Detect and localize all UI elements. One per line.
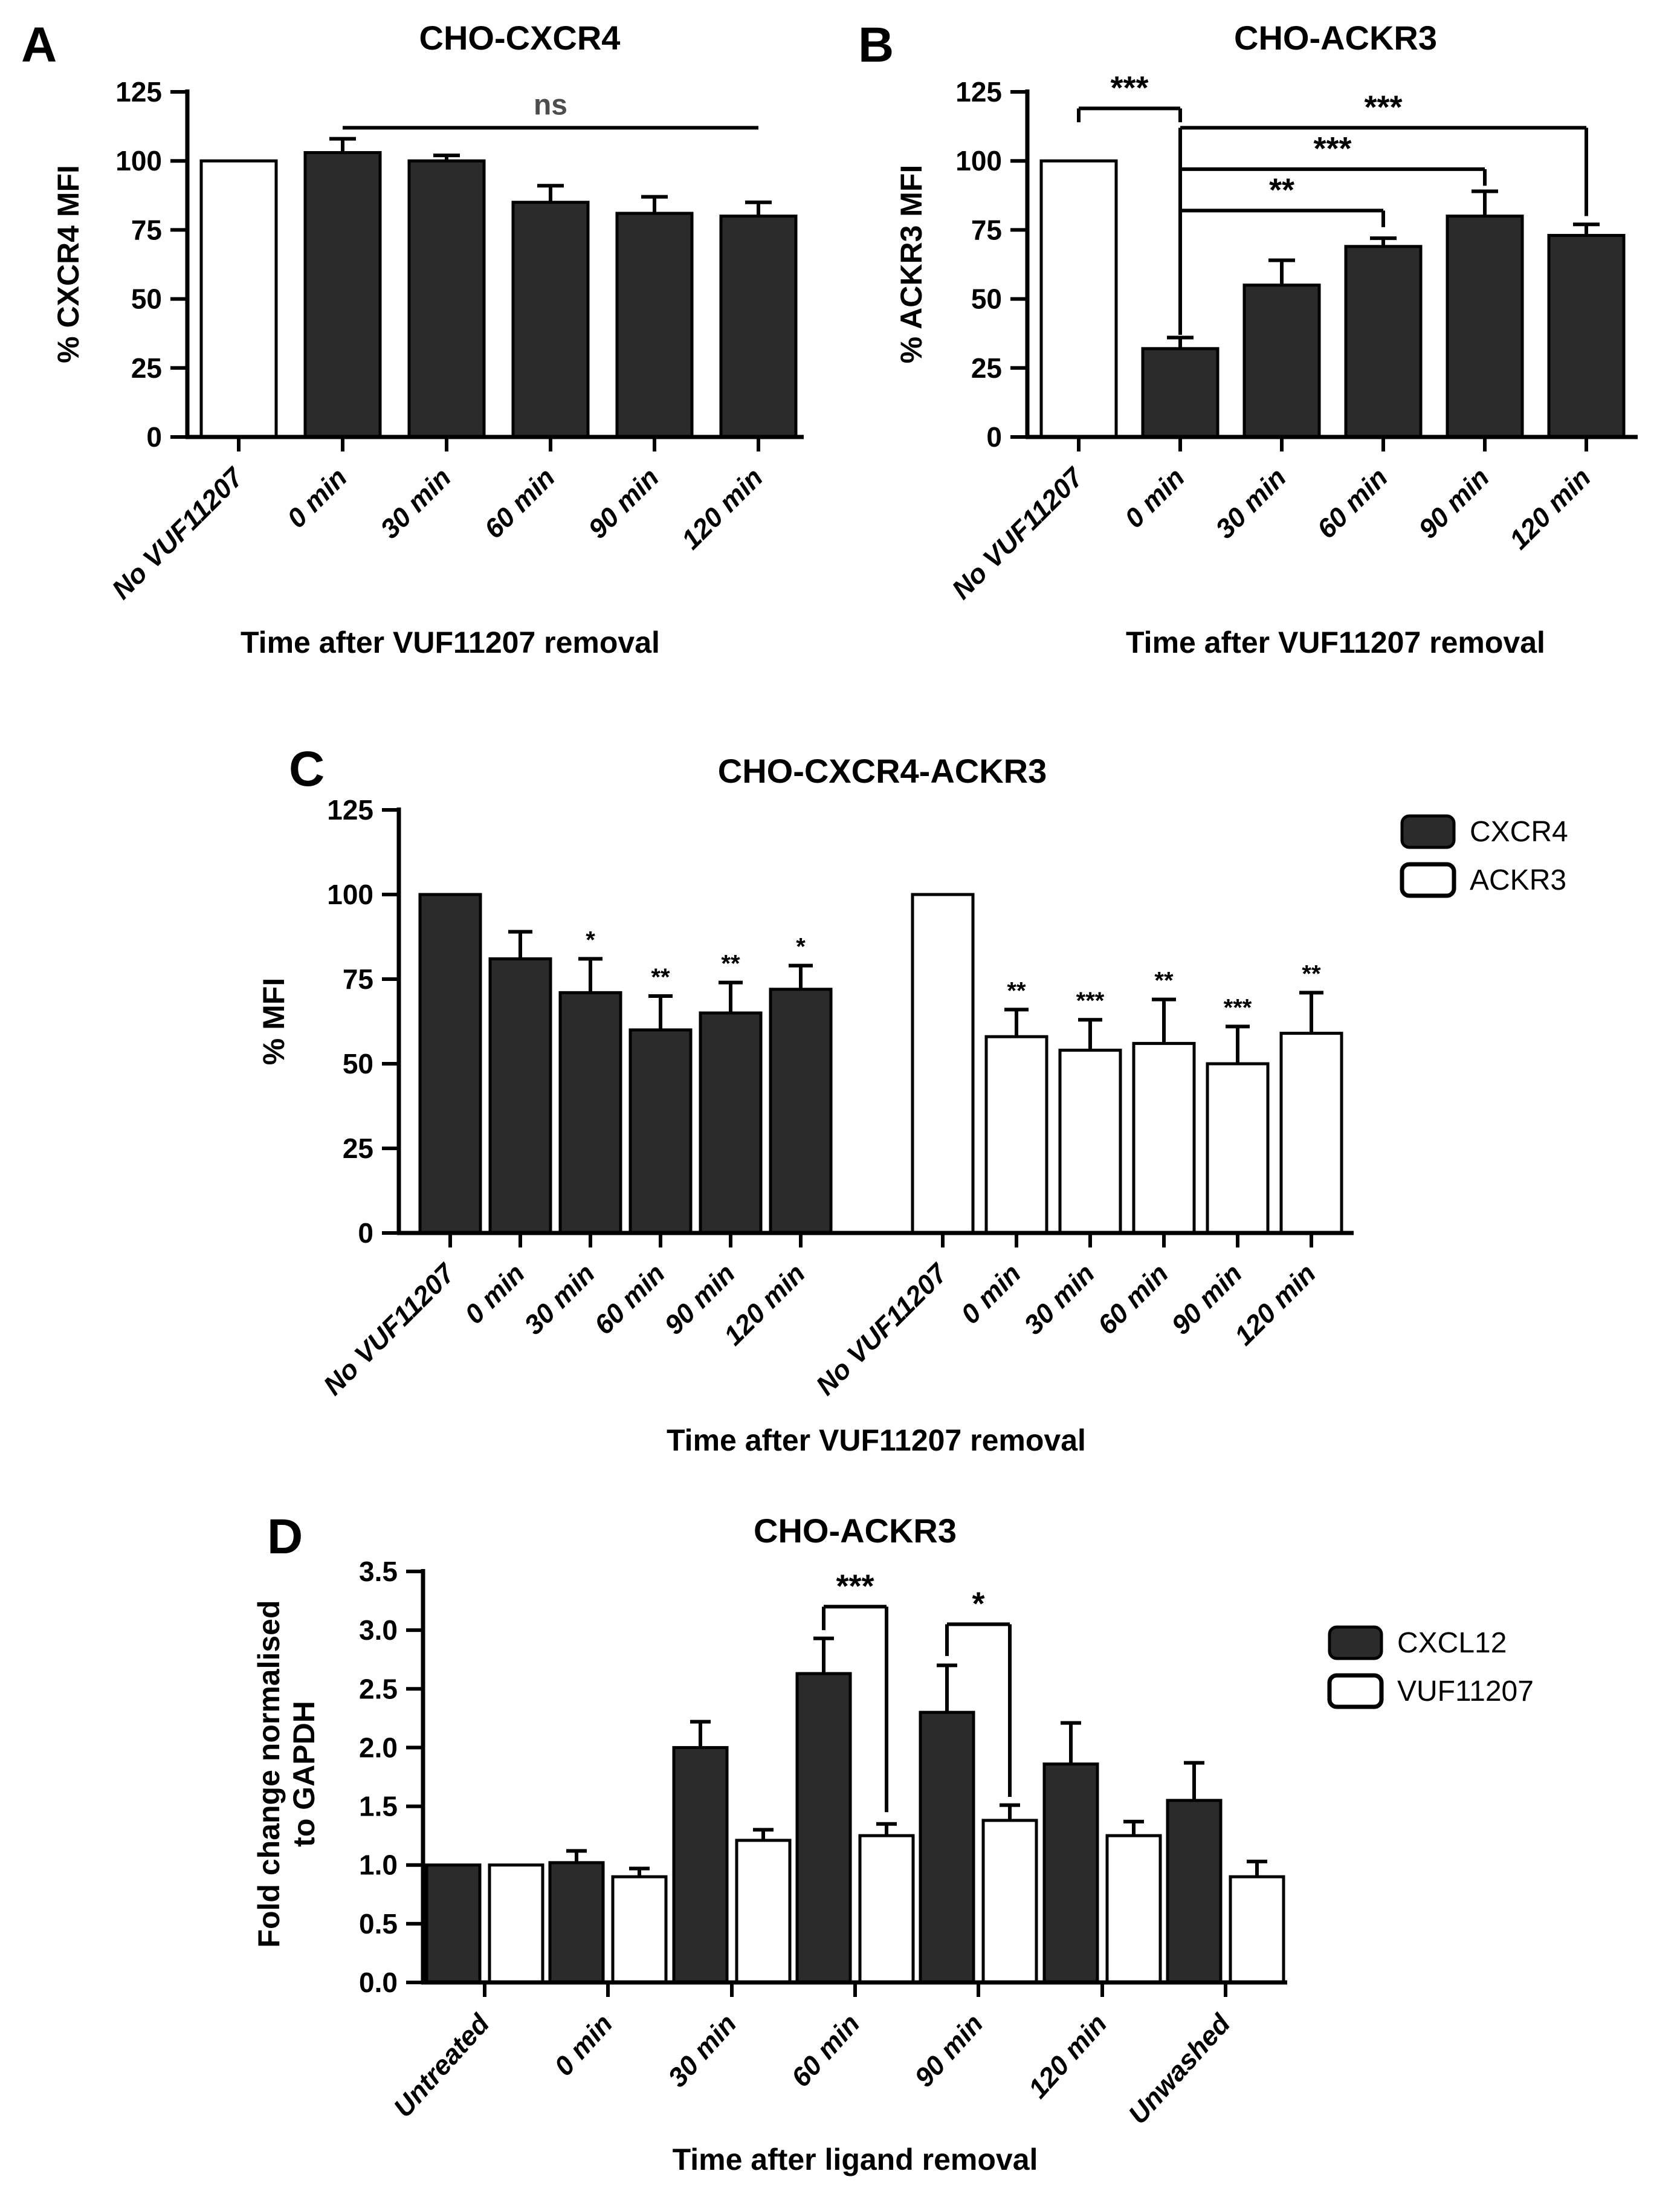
y-tick-label: 75 <box>131 214 162 246</box>
ns-annotation: ns <box>533 89 568 121</box>
panel-a-y-axis-label: % CXCR4 MFI <box>51 165 85 363</box>
category-label: 30 min <box>518 1258 601 1341</box>
panel-d-legend <box>1329 1627 1534 1707</box>
category-label: 60 min <box>785 2008 866 2093</box>
category-label: 120 min <box>1503 462 1597 555</box>
y-tick-label: 0.5 <box>359 1907 398 1940</box>
bar <box>560 992 621 1233</box>
category-label: No VUF11207 <box>105 462 250 606</box>
charts-render-root <box>106 70 1638 2130</box>
legend-cxcl12-swatch <box>1329 1627 1381 1658</box>
category-label: 0 min <box>954 1258 1027 1330</box>
y-tick-label: 1.5 <box>359 1790 398 1822</box>
bar <box>1281 1034 1342 1233</box>
bar <box>1044 1764 1097 1982</box>
significance-star: ** <box>1302 960 1321 988</box>
bar <box>721 216 796 437</box>
bar <box>986 1037 1047 1233</box>
category-label: 90 min <box>658 1258 741 1341</box>
panel-c-title: CHO-CXCR4-ACKR3 <box>717 752 1047 790</box>
category-label: 120 min <box>717 1258 812 1351</box>
y-tick-label: 50 <box>342 1048 373 1079</box>
category-label: 0 min <box>1118 462 1191 534</box>
panel-b-x-axis-label: Time after VUF11207 removal <box>1126 626 1545 659</box>
significance-star: *** <box>836 1568 874 1605</box>
significance-star: ** <box>651 964 670 991</box>
bar <box>630 1030 691 1233</box>
category-label: 30 min <box>374 462 457 545</box>
y-tick-label: 50 <box>131 283 162 315</box>
panel-b-letter: B <box>858 18 894 73</box>
category-label: 60 min <box>1091 1258 1175 1341</box>
bar <box>1107 1836 1160 1982</box>
y-tick-label: 0.0 <box>359 1967 398 1998</box>
y-tick-label: 0 <box>986 421 1002 453</box>
legend-ackr3-label: ACKR3 <box>1470 864 1567 896</box>
category-label: 120 min <box>1228 1258 1322 1351</box>
significance-star: * <box>586 927 595 954</box>
bar <box>797 1674 850 1982</box>
category-label: Unwashed <box>1122 2008 1236 2130</box>
panel-d-x-axis-label: Time after ligand removal <box>672 2143 1038 2176</box>
y-tick-label: 100 <box>327 879 373 910</box>
bar <box>1244 285 1319 437</box>
panel-d-plot <box>359 1556 1287 2130</box>
significance-star: ** <box>1007 977 1026 1005</box>
y-tick-label: 125 <box>115 76 162 108</box>
bar <box>305 152 380 437</box>
y-tick-label: 3.0 <box>359 1614 398 1646</box>
y-tick-label: 125 <box>955 76 1002 108</box>
panel-c-y-axis-label: % MFI <box>257 977 291 1066</box>
bar <box>201 161 276 437</box>
panel-c-letter: C <box>289 742 325 797</box>
category-label: Untreated <box>387 2008 496 2123</box>
y-tick-label: 3.5 <box>359 1556 398 1587</box>
panel-d-y-axis-label-line1: Fold change normalised <box>252 1600 286 1948</box>
bar <box>409 161 484 437</box>
bar <box>513 202 588 437</box>
legend-vuf11207-swatch <box>1329 1675 1381 1707</box>
category-label: 60 min <box>588 1258 671 1341</box>
panel-b-y-axis-label: % ACKR3 MFI <box>894 164 928 364</box>
significance-star: * <box>796 933 806 960</box>
y-tick-label: 25 <box>971 352 1002 384</box>
significance-star: ** <box>1268 172 1295 209</box>
category-label: 90 min <box>1165 1258 1249 1341</box>
bar <box>737 1840 790 1982</box>
category-label: 30 min <box>1209 462 1293 545</box>
bar <box>420 895 480 1233</box>
y-tick-label: 100 <box>955 145 1002 177</box>
significance-star: ** <box>1154 967 1174 994</box>
significance-star: *** <box>1364 89 1403 126</box>
significance-star: *** <box>1313 130 1352 167</box>
bar <box>1168 1801 1221 1982</box>
legend-ackr3-swatch <box>1402 864 1454 896</box>
bar <box>1060 1050 1120 1233</box>
bar <box>1207 1064 1268 1233</box>
y-tick-label: 100 <box>115 145 162 177</box>
panel-c-legend <box>1402 816 1568 896</box>
bar <box>550 1863 603 1982</box>
bar <box>1346 247 1421 437</box>
category-label: No VUF11207 <box>809 1258 954 1402</box>
legend-cxcr4-label: CXCR4 <box>1470 816 1568 848</box>
bar <box>700 1013 761 1233</box>
bar <box>490 959 551 1233</box>
panel-d-letter: D <box>267 1509 303 1564</box>
bar <box>860 1836 913 1982</box>
bar <box>1230 1877 1284 1982</box>
panel-c-x-axis-label: Time after VUF11207 removal <box>667 1423 1086 1457</box>
legend-cxcl12-label: CXCL12 <box>1397 1627 1507 1659</box>
panel-a-title: CHO-CXCR4 <box>419 19 621 57</box>
bar <box>920 1712 974 1982</box>
significance-star: *** <box>1076 988 1105 1015</box>
category-label: 0 min <box>280 462 354 534</box>
bar <box>913 895 973 1233</box>
category-label: 90 min <box>908 2008 989 2093</box>
category-label: 30 min <box>662 2008 743 2093</box>
panel-b-plot <box>946 70 1638 605</box>
bar <box>1549 236 1624 437</box>
bar <box>1041 161 1116 437</box>
bar <box>613 1877 666 1982</box>
y-tick-label: 25 <box>131 352 162 384</box>
y-tick-label: 25 <box>342 1133 373 1164</box>
category-label: 30 min <box>1018 1258 1101 1341</box>
bar <box>1143 349 1218 437</box>
panel-a-plot <box>106 76 804 605</box>
bar <box>617 213 692 437</box>
y-tick-label: 1.0 <box>359 1849 398 1881</box>
category-label: 0 min <box>548 2008 619 2082</box>
panel-a-x-axis-label: Time after VUF11207 removal <box>241 626 660 659</box>
category-label: 90 min <box>582 462 665 545</box>
y-tick-label: 2.5 <box>359 1673 398 1705</box>
panel-a-letter: A <box>21 18 57 73</box>
bar <box>1447 216 1522 437</box>
significance-star: * <box>972 1585 985 1622</box>
y-tick-label: 0 <box>146 421 162 453</box>
y-tick-label: 50 <box>971 283 1002 315</box>
legend-cxcr4-swatch <box>1402 816 1454 847</box>
y-tick-label: 0 <box>358 1217 373 1249</box>
category-label: 0 min <box>458 1258 531 1330</box>
significance-star: ** <box>721 950 740 977</box>
y-tick-label: 75 <box>971 214 1002 246</box>
category-label: 60 min <box>478 462 561 545</box>
panel-b-title: CHO-ACKR3 <box>1234 19 1437 57</box>
category-label: 60 min <box>1311 462 1394 545</box>
legend-vuf11207-label: VUF11207 <box>1397 1675 1534 1707</box>
y-tick-label: 75 <box>342 963 373 995</box>
category-label: No VUF11207 <box>317 1258 461 1402</box>
bar <box>1134 1043 1194 1233</box>
panel-c-plot <box>317 794 1354 1401</box>
bar <box>983 1820 1036 1982</box>
significance-star: *** <box>1110 70 1149 106</box>
panel-d-title: CHO-ACKR3 <box>754 1512 957 1550</box>
y-tick-label: 2.0 <box>359 1732 398 1764</box>
bar <box>427 1865 480 1982</box>
category-label: 90 min <box>1412 462 1496 545</box>
category-label: 120 min <box>675 462 769 555</box>
category-label: 120 min <box>1022 2008 1113 2105</box>
significance-star: *** <box>1223 994 1252 1021</box>
y-tick-label: 125 <box>327 794 373 826</box>
panel-d-y-axis-label-line2: to GAPDH <box>287 1701 321 1847</box>
bar <box>771 989 831 1233</box>
category-label: No VUF11207 <box>945 462 1090 606</box>
bar <box>489 1865 543 1982</box>
bar <box>674 1747 727 1982</box>
